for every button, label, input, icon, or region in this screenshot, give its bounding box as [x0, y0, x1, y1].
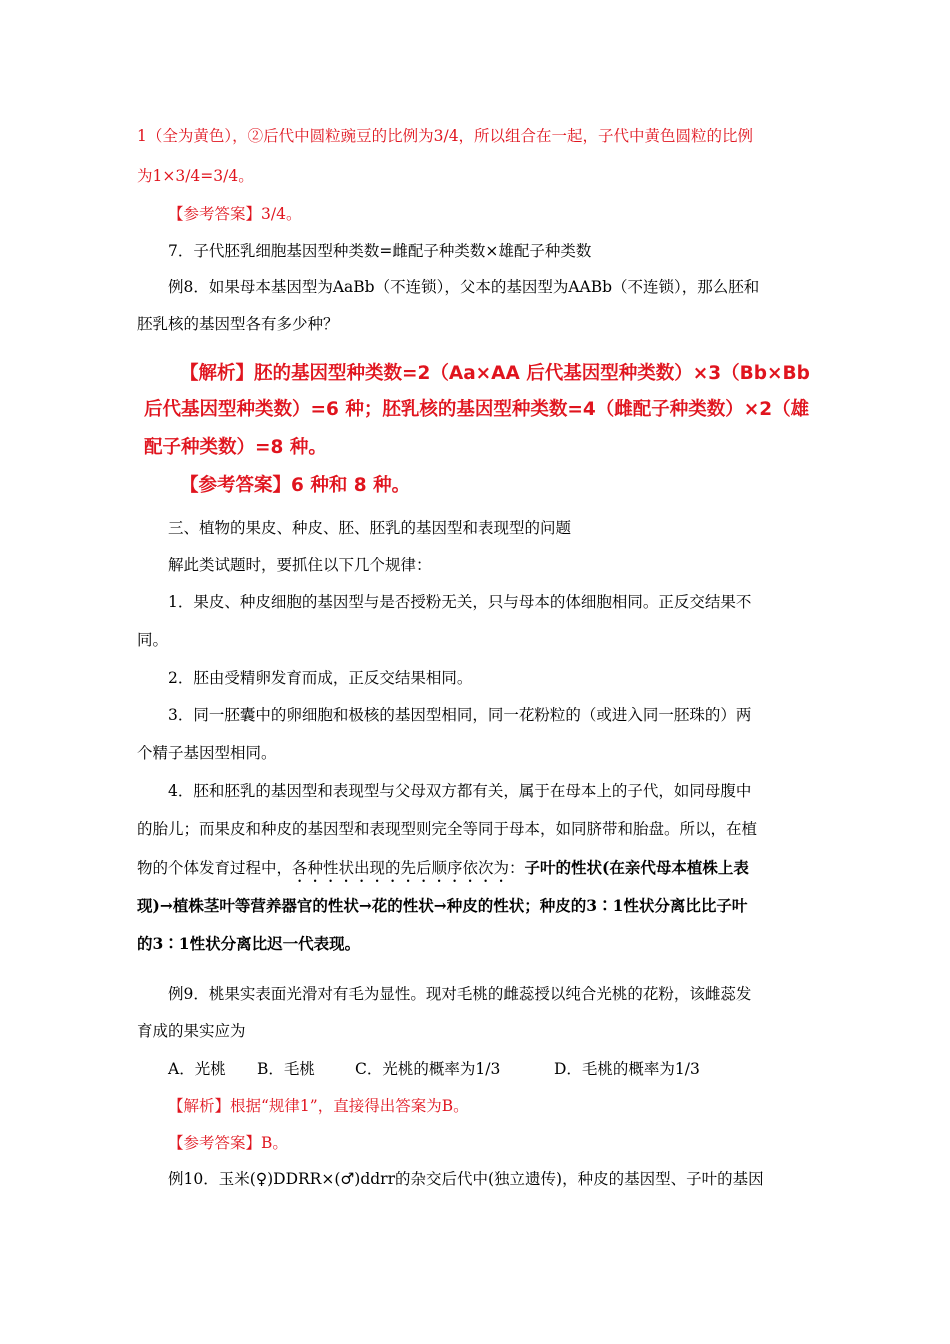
text-line: 胚乳核的基因型各有多少种？ — [137, 315, 339, 333]
answer-line: 【参考答案】3/4。 — [168, 205, 302, 223]
option-c: C．光桃的概率为1/3 — [355, 1060, 501, 1078]
analysis-line: 【解析】胚的基因型种类数=2（Aa×AA 后代基因型种类数）×3（Bb×Bb — [180, 363, 810, 384]
text-line: 同。 — [137, 631, 169, 649]
section-heading: 三、植物的果皮、种皮、胚、胚乳的基因型和表现型的问题 — [168, 519, 572, 537]
bold-span: 子叶的性状(在亲代母本植株上表 — [524, 858, 749, 877]
analysis-line: 【解析】根据“规律1”，直接得出答案为B。 — [168, 1097, 469, 1115]
text-line: 育成的果实应为 — [137, 1022, 246, 1040]
rule-item: 2．胚由受精卵发育而成，正反交结果相同。 — [168, 669, 473, 687]
analysis-line: 后代基因型种类数）=6 种；胚乳核的基因型种类数=4（雌配子种类数）×2（雄 — [144, 399, 810, 420]
text-line — [137, 857, 817, 886]
rule-item: 1．果皮、种皮细胞的基因型与是否授粉无关，只与母本的体细胞相同。正反交结果不 — [168, 593, 752, 611]
option-b: B．毛桃 — [257, 1060, 315, 1078]
rule-item: 4．胚和胚乳的基因型和表现型与父母双方都有关，属于在母本上的子代，如同母腹中 — [168, 782, 752, 800]
answer-line: 【参考答案】6 种和 8 种。 — [180, 475, 411, 496]
text-line: 解此类试题时，要抓住以下几个规律： — [168, 556, 432, 574]
option-a: A．光桃 — [168, 1060, 226, 1078]
bold-line: 的3∶1性状分离比迟一代表现。 — [137, 934, 361, 953]
text-line: 为1×3/4=3/4。 — [137, 167, 254, 185]
text-line: 个精子基因型相同。 — [137, 744, 277, 762]
example-question: 例10．玉米(♀)DDRR×(♂)ddrr的杂交后代中(独立遗传)，种皮的基因型、子叶的基因 — [168, 1170, 764, 1188]
example-question: 例8．如果母本基因型为AaBb（不连锁），父本的基因型为AABb（不连锁），那么胚和 — [168, 278, 760, 296]
answer-line: 【参考答案】B。 — [168, 1134, 288, 1152]
rule-heading: 7．子代胚乳细胞基因型种类数=雌配子种类数×雄配子种类数 — [168, 242, 592, 260]
text-line: 1（全为黄色），②后代中圆粒豌豆的比例为3/4，所以组合在一起，子代中黄色圆粒的比例 — [137, 127, 754, 145]
example-question: 例9．桃果实表面光滑对有毛为显性。现对毛桃的雌蕊授以纯合光桃的花粉，该雌蕊发 — [168, 985, 752, 1003]
emphasis-span: 各种性状出现的先后顺序依次为： — [292, 859, 525, 877]
option-d: D．毛桃的概率为1/3 — [554, 1060, 700, 1078]
options-row — [168, 1058, 848, 1080]
text-span: 物的个体发育过程中， — [137, 859, 293, 877]
text-line: 的胎儿；而果皮和种皮的基因型和表现型则完全等同于母本，如同脐带和胎盘。所以，在植 — [137, 820, 758, 838]
bold-line: 现)→植株茎叶等营养器官的性状→花的性状→种皮的性状；种皮的3∶1性状分离比比子叶 — [137, 896, 748, 915]
analysis-line: 配子种类数）=8 种。 — [144, 437, 327, 458]
rule-item: 3．同一胚囊中的卵细胞和极核的基因型相同，同一花粉粒的（或进入同一胚珠的）两 — [168, 706, 752, 724]
